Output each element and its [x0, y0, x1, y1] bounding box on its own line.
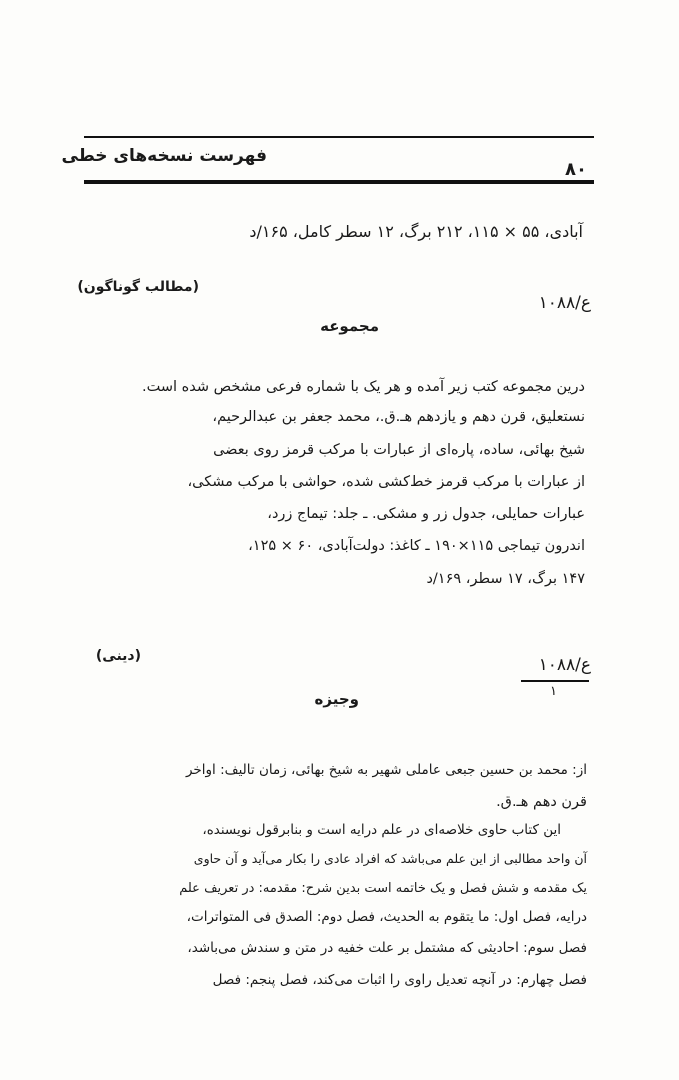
entry1-line: شیخ بهائی، ساده، پاره‌ای از عبارات با مرکب قرمز روی بعضی: [213, 442, 585, 458]
header-top-rule: [84, 136, 594, 138]
entry1-line: درین مجموعه کتب زیر آمده و هر یک با شماره فرعی مشخص شده است.: [142, 379, 585, 395]
entry1-category: (مطالب گوناگون): [77, 279, 199, 295]
header-title: فهرست نسخه‌های خطی: [61, 146, 267, 166]
entry2-line: قرن دهم هـ.ق.: [496, 794, 587, 810]
header-bottom-rule: [84, 180, 594, 184]
entry2-line: آن واحد مطالبی از این علم می‌باشد که افراد عادی را بکار می‌آید و آن حاوی: [193, 851, 587, 866]
entry1-line: از عبارات با مرکب قرمز خط‌کشی شده، حواشی با مرکب مشکی،: [187, 474, 585, 490]
entry2-code-underline: [521, 680, 589, 682]
entry2-line: فصل سوم: احادیثی که مشتمل بر علت خفیه در متن و سندش می‌باشد،: [187, 940, 587, 956]
entry1-line: عبارات حمایلی، جدول زر و مشکی. ـ جلد: تیماج زرد،: [267, 506, 585, 522]
carryover-line: آبادی، ۵۵ × ۱۱۵، ۲۱۲ برگ، ۱۲ سطر کامل، ۱۶۵/د: [249, 222, 583, 241]
entry1-line: اندرون تیماجی ۱۱۵×۱۹۰ ـ کاغذ: دولت‌آبادی، ۶۰ × ۱۲۵،: [248, 538, 585, 554]
entry2-line: یک مقدمه و شش فصل و یک خاتمه است بدین شرح: مقدمه: در تعریف علم: [179, 881, 587, 896]
entry1-title: مجموعه: [320, 317, 379, 335]
entry2-line: درایه، فصل اول: ما یتقوم به الحدیث، فصل دوم: الصدق فی المتواترات،: [186, 909, 587, 925]
entry2-line: از: محمد بن حسین جبعی عاملی شهیر به شیخ بهائی، زمان تالیف: اواخر: [185, 762, 587, 778]
entry2-category: (دینی): [95, 648, 141, 664]
entry1-line: نستعلیق، قرن دهم و یازدهم هـ.ق.، محمد جعفر بن عبدالرحیم،: [212, 409, 585, 425]
entry2-sub-index: ۱: [550, 684, 557, 699]
page-number: ۸۰: [565, 159, 587, 180]
entry2-title: وجیزه: [314, 690, 359, 708]
entry2-line: این کتاب حاوی خلاصه‌ای در علم درایه است و بنابرقول نویسنده،: [202, 822, 561, 838]
entry1-line: ۱۴۷ برگ، ۱۷ سطر، ۱۶۹/د: [426, 571, 585, 587]
entry1-code: ع/۱۰۸۸: [538, 293, 591, 313]
entry2-line: فصل چهارم: در آنچه تعدیل راوی را اثبات می‌کند، فصل پنجم: فصل: [212, 972, 587, 988]
entry2-code: ع/۱۰۸۸: [538, 655, 591, 675]
